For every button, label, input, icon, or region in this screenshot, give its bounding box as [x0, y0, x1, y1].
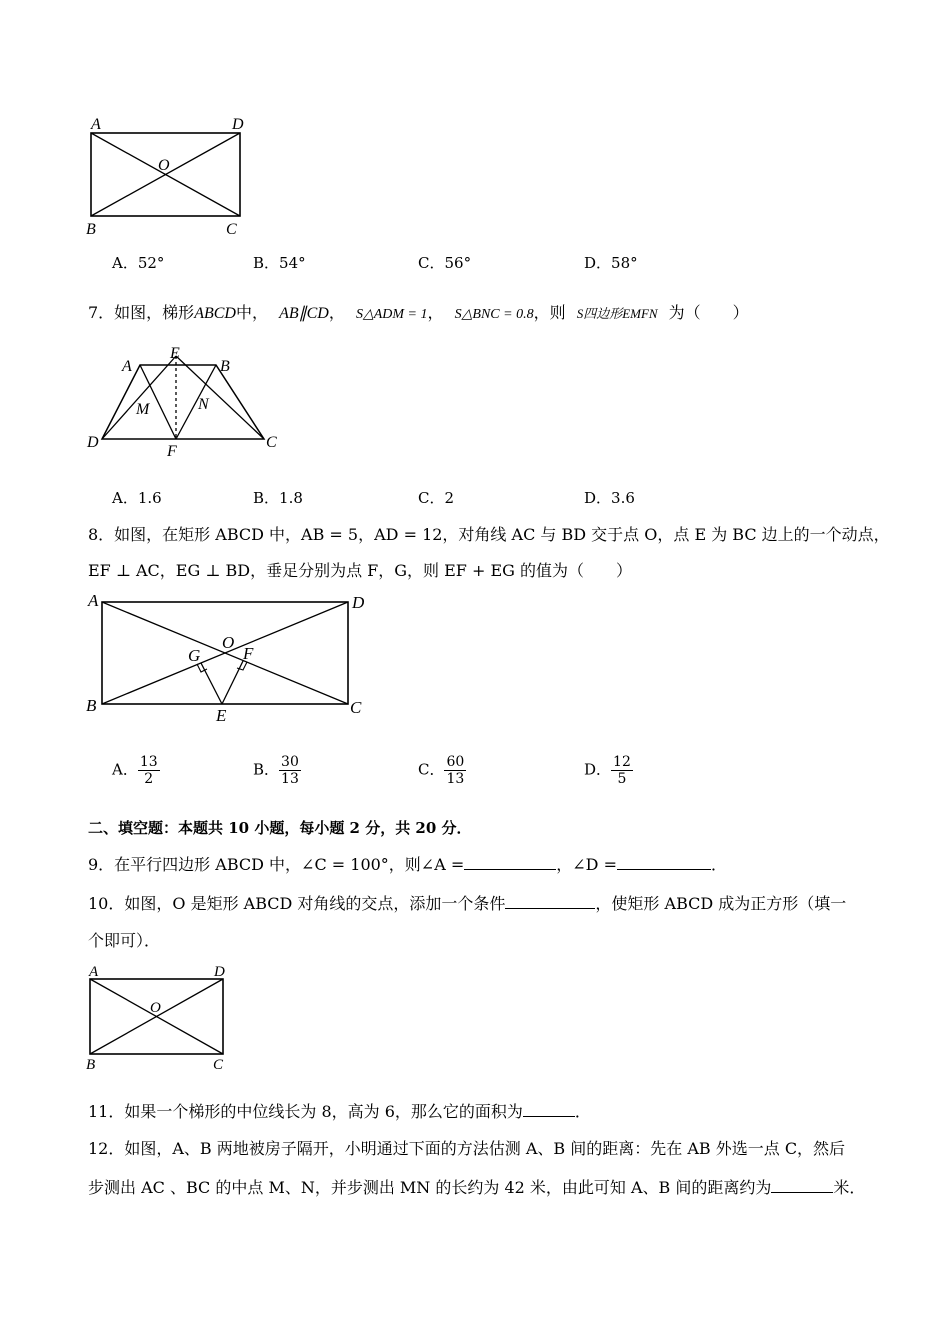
- label-e: E: [216, 706, 227, 725]
- label-f: F: [167, 443, 177, 460]
- q8-option-c-fraction: [444, 754, 466, 787]
- q8-option-a: [112, 754, 160, 787]
- q9-stem: [88, 853, 727, 876]
- q8-option-d: [584, 754, 633, 787]
- q7-ze: ，则: [533, 303, 566, 322]
- q7-stem: [88, 302, 749, 326]
- label-d: D: [87, 434, 99, 451]
- q8-option-a-den: 2: [144, 771, 154, 787]
- q12-stem-line1: 12．如图，A、B 两地被房子隔开，小明通过下面的方法估测 A、B 间的距离：先在 AB 外选一点 C，然后: [88, 1139, 846, 1158]
- section-heading: 二、填空题：本题共 10 小题，每小题 2 分，共 20 分．: [88, 819, 472, 837]
- q7-comma-1: ，: [328, 303, 345, 322]
- q11-stem: [88, 1100, 591, 1123]
- q8-stem-line2: EF ⊥ AC，EG ⊥ BD，垂足分别为点 F，G，则 EF + EG 的值为（ ）: [88, 561, 633, 580]
- q10-blank[interactable]: [505, 892, 595, 909]
- label-f: F: [243, 644, 254, 663]
- label-o: O: [158, 157, 170, 174]
- q8-option-c-num: 60: [446, 754, 465, 770]
- q11-end: ．: [574, 1102, 591, 1121]
- q8-option-b-letter: B．: [253, 760, 280, 779]
- q7-area-emfn: S四边形EMFN: [576, 306, 658, 321]
- q8-option-c-letter: C．: [418, 760, 445, 779]
- label-d: D: [232, 116, 244, 133]
- q8-option-d-den: 5: [617, 771, 627, 787]
- q11-text: 11．如果一个梯形的中位线长为 8，高为 6，那么它的面积为: [88, 1102, 523, 1121]
- q10-text-a: 10．如图，O 是矩形 ABCD 对角线的交点，添加一个条件: [88, 894, 506, 913]
- label-b: B: [86, 696, 97, 715]
- q9-text: 9．在平行四边形 ABCD 中，∠C = 100°，则∠A =: [88, 855, 465, 874]
- q6-option-b: B．54°: [253, 254, 306, 272]
- label-c: C: [266, 434, 277, 451]
- label-n: N: [198, 396, 209, 413]
- q7-option-d: D．3.6: [584, 489, 635, 507]
- q6-option-a: A．52°: [112, 254, 165, 272]
- label-d: D: [352, 593, 365, 612]
- q8-option-b-den: 13: [281, 771, 299, 787]
- label-b: B: [220, 358, 230, 375]
- q12-text: 步测出 AC 、BC 的中点 M、N，并步测出 MN 的长约为 42 米，由此可知 A、B 间的距离约为: [88, 1178, 772, 1197]
- label-a: A: [89, 964, 99, 980]
- q6-option-d: D．58°: [584, 254, 638, 272]
- q7-parallel: AB∥CD: [279, 305, 329, 322]
- label-a: A: [91, 116, 101, 133]
- q7-comma-2: ，: [427, 303, 444, 322]
- q8-option-d-fraction: [611, 754, 633, 787]
- q8-option-a-num: 13: [139, 754, 158, 770]
- q8-stem-line1: 8．如图，在矩形 ABCD 中，AB = 5，AD = 12，对角线 AC 与 BD 交于点 O，点 E 为 BC 边上的一个动点，: [88, 525, 890, 544]
- q10-stem-line1: [88, 892, 846, 915]
- label-b: B: [86, 221, 96, 238]
- label-o: O: [150, 1000, 161, 1016]
- q7-number: 7．如图，梯形: [88, 303, 195, 322]
- q9-blank-d[interactable]: [617, 853, 711, 870]
- q9-end: ．: [711, 855, 728, 874]
- label-m: M: [136, 401, 150, 418]
- q10-text-b: ，使矩形 ABCD 成为正方形（填一: [595, 894, 847, 913]
- q8-option-c-den: 13: [446, 771, 465, 787]
- rectangle-figure-q10: [80, 962, 240, 1074]
- q12-stem-line2: [88, 1176, 865, 1199]
- label-c: C: [213, 1057, 224, 1073]
- q7-abcd: ABCD: [194, 305, 236, 322]
- label-a: A: [122, 358, 132, 375]
- q7-zhong: 中，: [235, 303, 268, 322]
- q10-stem-line2: 个即可）．: [88, 931, 161, 950]
- q7-area-adm: S△ADM = 1: [355, 307, 428, 322]
- q6-option-c: C．56°: [418, 254, 472, 272]
- q12-end: 米．: [833, 1178, 866, 1197]
- label-g: G: [188, 646, 201, 665]
- q8-option-b-num: 30: [281, 754, 299, 770]
- q8-option-b: [253, 754, 301, 787]
- label-b: B: [86, 1057, 96, 1073]
- q7-tail: 为（ ）: [668, 303, 749, 322]
- q11-blank[interactable]: [523, 1100, 575, 1117]
- label-e: E: [170, 345, 180, 362]
- q8-option-a-fraction: [138, 754, 160, 787]
- q7-option-c: C．2: [418, 489, 455, 507]
- label-d: D: [214, 964, 225, 980]
- q8-option-d-letter: D．: [584, 760, 612, 779]
- q7-area-bnc: S△BNC = 0.8: [454, 307, 534, 322]
- rectangle-figure-q8: [80, 588, 380, 728]
- label-a: A: [88, 591, 99, 610]
- q8-option-d-num: 12: [613, 754, 631, 770]
- q7-option-a: A．1.6: [112, 489, 162, 507]
- q8-option-c: [418, 754, 466, 787]
- label-c: C: [226, 221, 237, 238]
- label-o: O: [222, 633, 235, 652]
- q9-blank-a[interactable]: [464, 853, 556, 870]
- q8-option-a-letter: A．: [112, 760, 138, 779]
- q12-blank[interactable]: [771, 1176, 833, 1193]
- rectangle-figure-q6: [80, 112, 260, 242]
- label-c: C: [350, 698, 362, 717]
- q7-option-b: B．1.8: [253, 489, 303, 507]
- q9-mid: ，∠D =: [556, 855, 617, 874]
- q8-option-b-fraction: [279, 754, 301, 787]
- trapezoid-figure-q7: [80, 343, 290, 461]
